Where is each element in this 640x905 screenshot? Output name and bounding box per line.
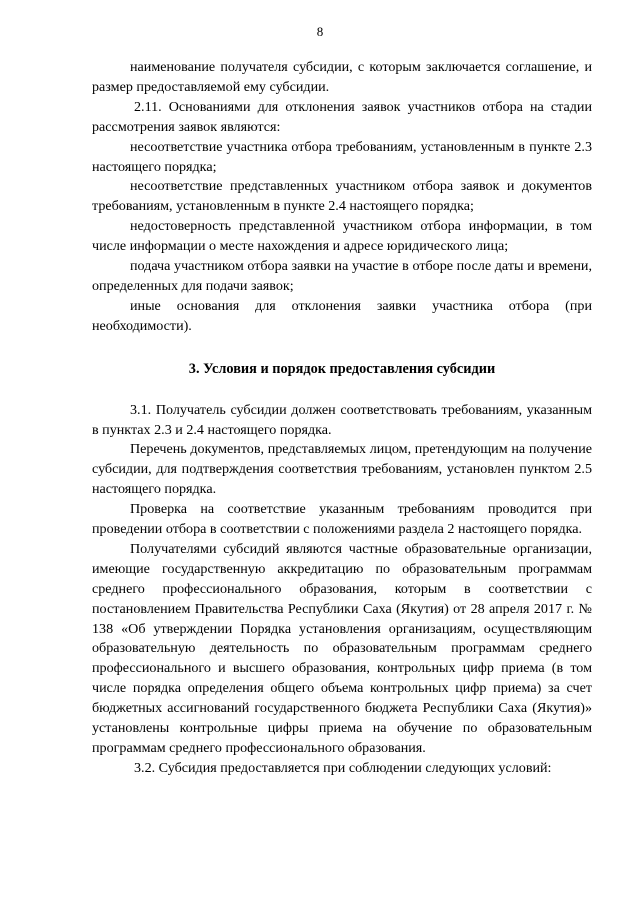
paragraph-noncompliance-participant: несоответствие участника отбора требованиям, установленным в пункте 2.3 настоящего порядка; bbox=[92, 138, 592, 175]
paragraph-recipient-name: наименование получателя субсидии, с которым заключается соглашение, и размер предоставляемой ему субсидии. bbox=[92, 59, 592, 95]
paragraph-other-grounds: иные основания для отклонения заявки участника отбора (при необходимости). bbox=[92, 297, 592, 334]
document-body bbox=[92, 58, 592, 779]
paragraph-inaccurate-information: недостоверность представленной участником отбора информации, в том числе информации о месте нахождения и адресе юридического лица; bbox=[92, 218, 592, 255]
paragraph-verification: Проверка на соответствие указанным требованиям проводится при проведении отбора в соответствии с положениями раздела 2 настоящего порядка. bbox=[92, 501, 592, 538]
paragraph-document-list: Перечень документов, представляемых лицом, претендующим на получение субсидии, для подтверждения соответствия требованиям, установлен пунктом 2.5 настоящего порядка. bbox=[92, 441, 592, 498]
paragraph-2-11: 2.11. Основаниями для отклонения заявок участников отбора на стадии рассмотрения заявок являются: bbox=[92, 98, 592, 135]
paragraph-3-2: 3.2. Субсидия предоставляется при соблюдении следующих условий: bbox=[134, 759, 552, 776]
paragraph-noncompliance-documents: несоответствие представленных участником отбора заявок и документов требованиям, установленным в пункте 2.4 настоящего порядка; bbox=[92, 178, 592, 215]
section-heading: 3. Условия и порядок предоставления субсидии bbox=[188, 360, 496, 377]
paragraph-subsidy-recipients: Получателями субсидий являются частные образовательные организации, имеющие государственную аккредитацию по образовательным программам среднего профессионального образования, которым в соответствии с постановлением Правительства Республики Саха (Якутия) от 28 апреля 2017 г. № 138 «Об утверждении Порядка установления организациям, осуществляющим образовательную деятельность по образовательным программам среднего профессионального и высшего образования, контрольных цифр приема (в том числе порядка определения общего объема контрольных цифр приема) за счет бюджетных ассигнований государственного бюджета Республики Саха (Якутия)» установлены контрольные цифры приема на обучение по образовательным программам среднего профессионального образования. bbox=[92, 540, 592, 756]
page-number: 8 bbox=[316, 24, 324, 39]
paragraph-late-submission: подача участником отбора заявки на участие в отборе после даты и времени, определенных для подачи заявок; bbox=[92, 258, 592, 294]
paragraph-3-1: 3.1. Получатель субсидии должен соответствовать требованиям, указанным в пунктах 2.3 и 2.4 настоящего порядка. bbox=[92, 401, 592, 438]
